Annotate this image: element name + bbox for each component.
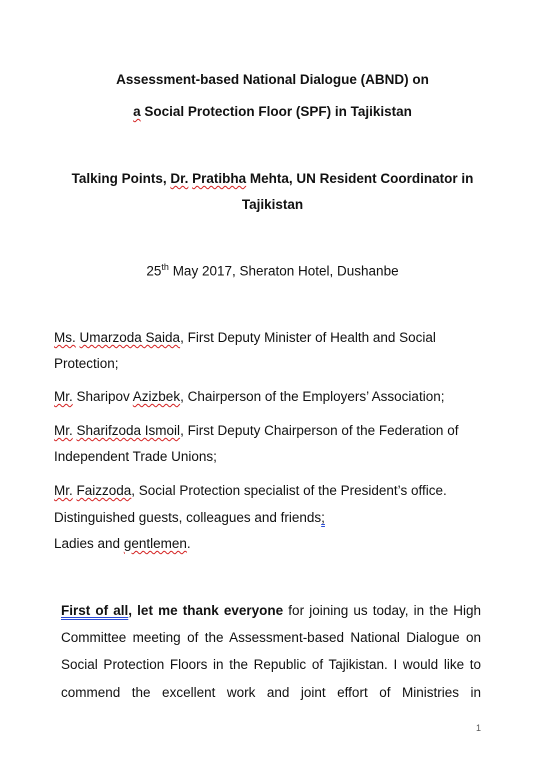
date-rest: May 2017, Sheraton Hotel, Dushanbe [168,263,399,279]
addressee-4 [54,483,447,498]
ladies-line [54,536,191,551]
talking-points-line-2 [0,197,545,212]
addressee-1-role: , First Deputy Minister of Health and Social [180,330,436,345]
addressee-2-role: , Chairperson of the Employers’ Association; [180,389,445,404]
addressee-2-surname: Sharipov [72,389,133,404]
talking-points-line-1 [0,171,545,186]
addressee-1-line-2-text: Protection; [54,356,119,371]
title-line-1 [0,72,545,87]
addressee-3-role: , First Deputy Chairperson of the Federation of [180,423,459,438]
date-suffix: th [161,262,169,272]
guests-text: Distinguished guests, colleagues and friends [54,510,322,525]
addressee-1-title: Ms. [54,330,76,345]
addressee-2-title: Mr. [54,389,73,404]
addressee-1 [54,330,436,345]
addressee-3-title: Mr. [54,423,73,438]
date-line [0,262,545,279]
body-line-1 [61,603,481,618]
talking-points-suffix: Mehta, UN Resident Coordinator in [246,171,474,186]
ladies-text: Ladies and [54,536,124,551]
title-line-2-text: Social Protection Floor (SPF) in Tajikistan [140,104,412,119]
body-line-2-text: Committee meeting of the Assessment-based National Dialogue on [61,630,481,645]
body-line-4-text: commend the excellent work and joint effort of Ministries in [61,685,481,700]
addressee-1-line-2 [54,356,119,371]
talking-points-prefix: Talking Points, [71,171,171,186]
body-bold-first-of-all: First of all [61,603,129,618]
addressee-1-name: Umarzoda Saida [79,330,181,345]
addressee-3-line-2-text: Independent Trade Unions; [54,449,217,464]
title-line-1-text: Assessment-based National Dialogue (ABND) on [116,72,429,87]
body-line-3 [61,657,481,672]
ladies-gentlemen: gentlemen [123,536,187,551]
page-number: 1 [476,723,482,733]
guests-line [54,510,325,525]
body-line-4 [61,685,481,700]
addressee-3-name: Sharifzoda Ismoil [76,423,181,438]
talking-points-dr: Dr. [170,171,189,186]
addressee-4-role: , Social Protection specialist of the President’s office. [131,483,447,498]
date-day: 25 [146,263,162,279]
body-line-1-rest: for joining us today, in the High [283,603,481,618]
title-line-2 [0,104,545,119]
talking-points-line-2-text: Tajikistan [241,197,304,212]
addressee-3 [54,423,458,438]
body-bold-thank-everyone: , let me thank everyone [128,603,284,618]
body-line-2 [61,630,481,645]
addressee-4-title: Mr. [54,483,73,498]
addressee-4-name: Faizzoda [76,483,132,498]
body-line-3-text: Social Protection Floors in the Republic of Tajikistan. I would like to [61,657,481,672]
addressee-2-name: Azizbek [132,389,181,404]
talking-points-name: Pratibha [192,171,247,186]
addressee-2 [54,389,444,404]
guests-semicolon: ; [321,510,325,525]
title-article: a [133,104,141,119]
addressee-3-line-2 [54,449,217,464]
ladies-period: . [186,536,191,551]
